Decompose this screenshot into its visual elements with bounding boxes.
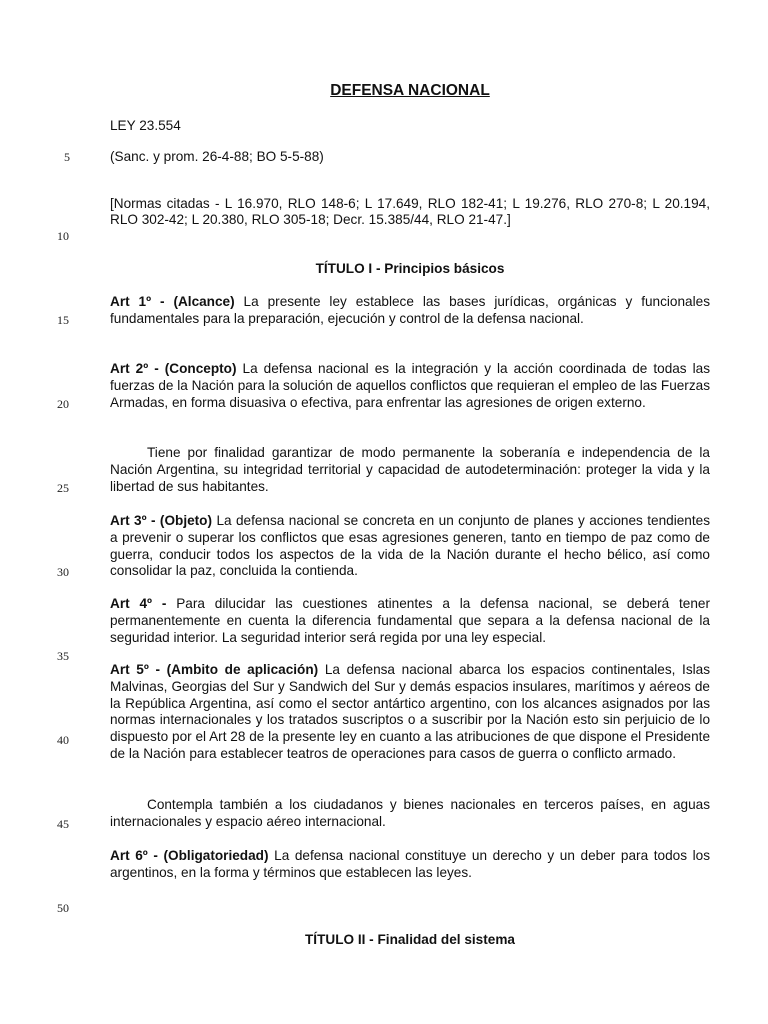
line-number: 10 [57, 229, 69, 243]
line-number: 50 [57, 901, 69, 915]
section-title-2: TÍTULO II - Finalidad del sistema [305, 932, 515, 947]
article-heading: Art 4º - [110, 596, 167, 611]
section-title-1: TÍTULO I - Principios básicos [315, 261, 505, 276]
cited-norms: [Normas citadas - L 16.970, RLO 148-6; L 17.649, RLO 182-41; L 19.276, RLO 270-8; L 20.194, RLO 302-42; L 20.380, RLO 305-18; Decr. 15.385/44, RLO 21-47.] [110, 196, 710, 227]
article-text: La defensa nacional es la integración y la acción coordinada de todas las fuerzas de la Nación para la solución de aquellos conflictos que requieran el empleo de las Fuerzas Armadas, en forma disuasiva o efectiva, para enfrentar las agresiones de origen externo. [110, 361, 711, 410]
line-number: 45 [57, 817, 69, 831]
line-number: 35 [57, 649, 69, 663]
article-heading: Art 3º - (Objeto) [110, 513, 213, 528]
line-number: 25 [57, 481, 69, 495]
article-5 [110, 662, 710, 763]
article-heading: Art 2º - (Concepto) [110, 361, 237, 376]
article-heading: Art 5º - (Ambito de aplicación) [110, 662, 319, 677]
article-text: La presente ley establece las bases jurídicas, orgánicas y funcionales fundamentales para la preparación, ejecución y control de la defensa nacional. [110, 294, 710, 326]
article-text: Tiene por finalidad garantizar de modo permanente la soberanía e independencia de la Nación Argentina, su integridad territorial y capacidad de autodeterminación: proteger la vida y la libertad de sus habitantes. [110, 445, 710, 494]
line-number: 30 [57, 565, 69, 579]
page-title: DEFENSA NACIONAL [330, 82, 490, 99]
article-2 [110, 361, 710, 411]
article-text: La defensa nacional se concreta en un conjunto de planes y acciones tendientes a prevenir o superar los conflictos que esas agresiones generen, tanto en tiempo de paz como de guerra, conducir todos los aspectos de la vida de la Nación durante el hecho bélico, así como consolidar la paz, concluida la contienda. [110, 513, 710, 579]
article-3 [110, 513, 710, 580]
line-number: 5 [64, 150, 70, 164]
line-number: 20 [57, 397, 69, 411]
line-number: 15 [57, 313, 69, 327]
article-1 [110, 294, 710, 328]
article-heading: Art 6º - (Obligatoriedad) [110, 848, 269, 863]
law-number: LEY 23.554 [110, 118, 181, 133]
article-6 [110, 848, 710, 882]
article-text: Para dilucidar las cuestiones atinentes a la defensa nacional, se deberá tener permanentemente en cuenta la diferencia fundamental que separa a la defensa nacional de la seguridad interior. La seguridad interior será regida por una ley especial. [110, 596, 711, 645]
article-heading: Art 1º - (Alcance) [110, 294, 235, 309]
article-text: Contempla también a los ciudadanos y bienes nacionales en terceros países, en aguas internacionales y espacio aéreo internacional. [110, 797, 710, 829]
article-text: La defensa nacional constituye un derecho y un deber para todos los argentinos, en la forma y términos que establecen las leyes. [110, 848, 710, 880]
line-number: 40 [57, 733, 69, 747]
article-4 [110, 596, 710, 646]
article-text: La defensa nacional abarca los espacios continentales, Islas Malvinas, Georgias del Sur y Sandwich del Sur y demás espacios insulares, marítimos y aéreos de la República Argentina, así como el sector antártico argentino, con los alcances asignados por las normas internacionales y los tratados suscriptos o a suscribir por la Nación esto sin perjuicio de lo dispuesto por el Art 28 de la presente ley en cuanto a las atribuciones de que dispone el Presidente de la Nación para establecer teatros de operaciones para casos de guerra o conflicto armado. [110, 662, 710, 761]
article-2-paragraph-2 [110, 445, 710, 495]
sanction-date: (Sanc. y prom. 26-4-88; BO 5-5-88) [110, 149, 324, 164]
article-5-paragraph-2 [110, 797, 710, 831]
